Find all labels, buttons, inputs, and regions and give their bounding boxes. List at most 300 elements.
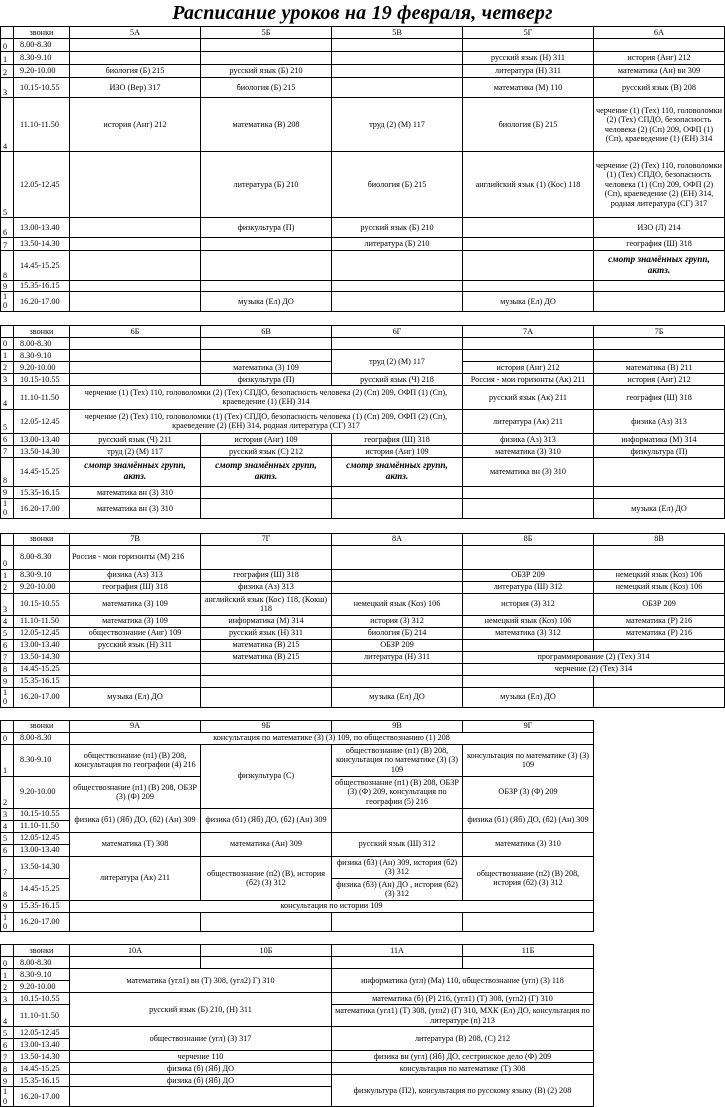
- bell-time: 11.10-11.50: [14, 98, 70, 152]
- lesson-number: 9: [1, 1075, 14, 1087]
- bell-time: 12.05-12.45: [14, 409, 70, 433]
- lesson-cell: обществознание (угл) (З) 317: [70, 1027, 332, 1051]
- lesson-cell: [463, 281, 594, 292]
- lesson-number: 2: [1, 65, 14, 78]
- schedule-table-9a-9g: [0, 720, 594, 933]
- bell-time: 15.35-16.15: [14, 281, 70, 292]
- bell-time: 8.00-8.30: [14, 732, 70, 744]
- lesson-cell: география (Ш) 318: [594, 238, 725, 251]
- header-class: 9В: [332, 720, 463, 732]
- lesson-cell: [332, 337, 463, 349]
- lesson-cell: консультация по математике (З) (3) 109: [463, 744, 594, 776]
- header-bells: звонки: [14, 27, 70, 39]
- lesson-number: 6: [1, 844, 14, 856]
- lesson-cell: русский язык (Ш) 312: [332, 832, 463, 856]
- lesson-cell: [332, 581, 463, 593]
- lesson-cell: физика (Аз) 313: [201, 581, 332, 593]
- lesson-cell: [70, 373, 201, 385]
- bell-time: 8.00-8.30: [14, 39, 70, 52]
- bell-time: 15.35-16.15: [14, 900, 70, 912]
- lesson-cell: физика (б3) (Ан) ДО , история (б2) (З) 312: [332, 878, 463, 900]
- lesson-cell: английский язык (Кос) 118, (Кокш) 118: [201, 593, 332, 615]
- lesson-cell: литература (Н) 311: [332, 651, 463, 663]
- lesson-cell: физика (б) (Яб) ДО: [70, 1063, 332, 1075]
- lesson-cell: физика вн (угл) (Яб) ДО, сестринское дело (Ф) 209: [332, 1051, 594, 1063]
- bell-time: 9.20-10.00: [14, 361, 70, 373]
- lesson-cell: [332, 52, 463, 65]
- header-class: 7В: [70, 533, 201, 545]
- lesson-cell: [594, 281, 725, 292]
- lesson-cell: [594, 337, 725, 349]
- bell-time: 15.35-16.15: [14, 675, 70, 687]
- lesson-cell: физика (Аз) 313: [594, 409, 725, 433]
- lesson-cell: [201, 349, 332, 361]
- lesson-cell: [594, 457, 725, 486]
- bell-time: 8.30-9.10: [14, 969, 70, 981]
- lesson-cell: смотр знамённых групп, актз.: [594, 251, 725, 281]
- lesson-number: 1: [1, 52, 14, 65]
- lesson-cell: [201, 912, 332, 932]
- lesson-number: 1: [1, 744, 14, 776]
- lesson-cell: физкультура (П): [201, 218, 332, 238]
- lesson-cell: физика (б1) (Яб) ДО, (б2) (Ан) 309: [463, 808, 594, 832]
- lesson-cell: биология (Б) 215: [463, 98, 594, 152]
- schedule-table-5a-6a: [0, 26, 725, 312]
- lesson-cell: история (З) 312: [332, 615, 463, 627]
- lesson-cell: [70, 675, 201, 687]
- lesson-cell: обществознание (п1) (В) 208, ОБЗР (3) (Ф) 209, консультация по географии (5) 216: [332, 776, 463, 808]
- lesson-cell: русский язык (Ак) 211: [463, 385, 594, 409]
- bell-time: 9.20-10.00: [14, 65, 70, 78]
- bell-time: 10.15-10.55: [14, 373, 70, 385]
- header-bells: звонки: [14, 720, 70, 732]
- header-blank: [1, 533, 14, 545]
- lesson-cell: [332, 545, 463, 569]
- lesson-cell: [201, 545, 332, 569]
- lesson-cell: ОБЗР 209: [332, 639, 463, 651]
- lesson-cell: [463, 486, 594, 498]
- lesson-cell: литература (Б) 210: [332, 238, 463, 251]
- lesson-cell: [201, 486, 332, 498]
- lesson-number: 6: [1, 1039, 14, 1051]
- lesson-cell: ИЗО (Л) 214: [594, 218, 725, 238]
- lesson-number: 8: [1, 1063, 14, 1075]
- lesson-cell: музыка (Ел) ДО: [201, 292, 332, 312]
- bell-time: 9.20-10.00: [14, 981, 70, 993]
- lesson-cell: история (Анг) 212: [594, 373, 725, 385]
- bell-time: 8.00-8.30: [14, 545, 70, 569]
- lesson-cell: литература (Ак) 211: [70, 856, 201, 900]
- lesson-cell: [463, 545, 594, 569]
- header-class: 11А: [332, 945, 463, 957]
- lesson-cell: математика (Ан) 309: [201, 832, 332, 856]
- lesson-cell: [463, 39, 594, 52]
- header-class: 10А: [70, 945, 201, 957]
- lesson-cell: [332, 675, 463, 687]
- lesson-number: 7: [1, 856, 14, 878]
- lesson-cell: [594, 675, 725, 687]
- lesson-cell: математика вн (З) 310: [463, 457, 594, 486]
- lesson-cell: смотр знамённых групп, актз.: [70, 457, 201, 486]
- lesson-cell: обществознание (п1) (В) 208, консультация по математике (З) (3) 109: [332, 744, 463, 776]
- lesson-cell: черчение 110: [70, 1051, 332, 1063]
- lesson-cell: [332, 498, 463, 518]
- lesson-cell: [332, 292, 463, 312]
- bell-time: 9.20-10.00: [14, 776, 70, 808]
- header-bells: звонки: [14, 945, 70, 957]
- lesson-number: 10: [1, 912, 14, 932]
- lesson-cell: [594, 39, 725, 52]
- lesson-cell: [70, 281, 201, 292]
- bell-time: 16.20-17.00: [14, 1087, 70, 1107]
- lesson-cell: русский язык (Н) 311: [70, 639, 201, 651]
- lesson-cell: математика (М) 110: [463, 78, 594, 98]
- lesson-number: 10: [1, 1087, 14, 1107]
- bell-time: 8.00-8.30: [14, 337, 70, 349]
- header-blank: [1, 325, 14, 337]
- lesson-cell: география (Ш) 318: [594, 385, 725, 409]
- lesson-number: 3: [1, 993, 14, 1005]
- lesson-number: 0: [1, 545, 14, 569]
- lesson-cell: русский язык (Н) 311: [463, 52, 594, 65]
- lesson-cell: [332, 39, 463, 52]
- bell-time: 10.15-10.55: [14, 993, 70, 1005]
- lesson-cell: ОБЗР 209: [463, 569, 594, 581]
- lesson-cell: литература (В) 208, (С) 212: [332, 1027, 594, 1051]
- header-class: 5Г: [463, 27, 594, 39]
- lesson-cell: [70, 39, 201, 52]
- lesson-cell: Россия - мои горизонты (Ак) 211: [463, 373, 594, 385]
- lesson-number: 4: [1, 820, 14, 832]
- lesson-number: 5: [1, 832, 14, 844]
- lesson-cell: [594, 687, 725, 707]
- lesson-cell: математика (З) 109: [70, 593, 201, 615]
- lesson-cell: Россия - мои горизонты (М) 216: [70, 545, 201, 569]
- lesson-cell: консультация по математике (З) (3) 109, по обществознанию (1) 208: [70, 732, 594, 744]
- lesson-cell: [332, 65, 463, 78]
- lesson-cell: биология (Б) 215: [70, 65, 201, 78]
- lesson-cell: черчение (1) (Тех) 110, головоломки (2) (Тех) СПДО, безопасность человека (2) (Сп) 209, ОФП (1) (Сп), краеведение (1) (ЕН) 314: [594, 98, 725, 152]
- lesson-cell: [201, 251, 332, 281]
- lesson-cell: география (Ш) 318: [201, 569, 332, 581]
- lesson-cell: [201, 957, 332, 969]
- lesson-number: 5: [1, 152, 14, 218]
- lesson-number: 4: [1, 98, 14, 152]
- lesson-cell: ОБЗР (3) (Ф) 209: [463, 776, 594, 808]
- lesson-cell: математика (З) 310: [463, 832, 594, 856]
- lesson-cell: физика (б1) (Яб) ДО, (б2) (Ан) 309: [70, 808, 201, 832]
- bell-time: 13.00-13.40: [14, 218, 70, 238]
- lesson-number: 2: [1, 981, 14, 993]
- header-class: 9Г: [463, 720, 594, 732]
- lesson-cell: математика (б) (Р) 216, (угл1) (Т) 308, (угл2) (Г) 310: [332, 993, 594, 1005]
- bell-time: 13.50-14.30: [14, 651, 70, 663]
- lesson-cell: русский язык (Б) 210: [201, 65, 332, 78]
- bell-time: 16.20-17.00: [14, 912, 70, 932]
- header-class: 8В: [594, 533, 725, 545]
- schedule-table-10a-11b: [0, 944, 594, 1107]
- lesson-cell: консультация по истории 109: [70, 900, 594, 912]
- bell-time: 11.10-11.50: [14, 1005, 70, 1027]
- lesson-cell: математика (В) 215: [201, 639, 332, 651]
- lesson-number: 9: [1, 675, 14, 687]
- lesson-cell: [70, 663, 201, 675]
- lesson-number: 10: [1, 687, 14, 707]
- lesson-number: 8: [1, 251, 14, 281]
- lesson-cell: [332, 281, 463, 292]
- lesson-cell: [463, 337, 594, 349]
- lesson-number: 2: [1, 361, 14, 373]
- lesson-cell: история (Анг) 212: [70, 98, 201, 152]
- lesson-cell: [201, 675, 332, 687]
- lesson-cell: русский язык (Б) 210, (Н) 311: [70, 993, 332, 1027]
- header-class: 6Б: [70, 325, 201, 337]
- lesson-cell: [463, 251, 594, 281]
- lesson-cell: [201, 39, 332, 52]
- bell-time: 14.45-15.25: [14, 457, 70, 486]
- lesson-cell: русский язык (Ч) 211: [70, 433, 201, 445]
- lesson-cell: [594, 292, 725, 312]
- lesson-cell: [70, 218, 201, 238]
- lesson-number: 10: [1, 292, 14, 312]
- lesson-cell: обществознание (п2) (В) 208, история (б2) (З) 312: [463, 856, 594, 900]
- bell-time: 10.15-10.55: [14, 808, 70, 820]
- lesson-cell: труд (2) (М) 117: [70, 445, 201, 457]
- lesson-cell: литература (Б) 210: [201, 152, 332, 218]
- lesson-cell: математика вн (З) 310: [70, 486, 201, 498]
- lesson-cell: [70, 152, 201, 218]
- lesson-cell: черчение (1) (Тех) 110, головоломки (2) (Тех) СПДО, безопасность человека (2) (Сп) 209, ОФП (1) (Сп), краеведение (1) (ЕН) 314: [70, 385, 463, 409]
- lesson-cell: литература (Ак) 211: [463, 409, 594, 433]
- lesson-cell: [201, 52, 332, 65]
- lesson-cell: смотр знамённых групп, актз.: [201, 457, 332, 486]
- lesson-cell: [463, 218, 594, 238]
- lesson-number: 6: [1, 433, 14, 445]
- lesson-number: 8: [1, 663, 14, 675]
- lesson-number: 3: [1, 78, 14, 98]
- bell-time: 12.05-12.45: [14, 832, 70, 844]
- bell-time: 12.05-12.45: [14, 152, 70, 218]
- lesson-cell: [332, 912, 463, 932]
- lesson-cell: музыка (Ел) ДО: [463, 292, 594, 312]
- lesson-cell: черчение (2) (Тех) 110, головоломки (1) (Тех) СПДО, безопасность человека (1) (Сп) 209, ОФП (2) (Сп), краеведение (2) (ЕН) 314, родная литература (СГ) 317: [70, 409, 463, 433]
- lesson-cell: консультация по математике (Т) 308: [332, 1063, 594, 1075]
- header-class: 7Б: [594, 325, 725, 337]
- lesson-number: 9: [1, 900, 14, 912]
- lesson-cell: [463, 349, 594, 361]
- lesson-cell: информатика (угл) (Ма) 110, обществознание (угл) (З) 118: [332, 969, 594, 993]
- lesson-cell: ОБЗР 209: [594, 593, 725, 615]
- lesson-cell: история (Анг) 109: [201, 433, 332, 445]
- bell-time: 13.00-13.40: [14, 433, 70, 445]
- bell-time: 9.20-10.00: [14, 581, 70, 593]
- lesson-cell: биология (Б) 215: [332, 152, 463, 218]
- lesson-cell: история (Анг) 212: [463, 361, 594, 373]
- lesson-cell: обществознание (п1) (В) 208, ОБЗР (3) (Ф) 209: [70, 776, 201, 808]
- lesson-number: 5: [1, 409, 14, 433]
- lesson-cell: программирование (2) (Тех) 314: [463, 651, 725, 663]
- bell-time: 14.45-15.25: [14, 878, 70, 900]
- bell-time: 11.10-11.50: [14, 615, 70, 627]
- lesson-cell: [594, 639, 725, 651]
- lesson-cell: физика (б) (Яб) ДО: [70, 1075, 332, 1087]
- lesson-number: 10: [1, 498, 14, 518]
- header-class: 9А: [70, 720, 201, 732]
- lesson-number: 5: [1, 1027, 14, 1039]
- bell-time: 8.30-9.10: [14, 52, 70, 65]
- header-class: 6Г: [332, 325, 463, 337]
- lesson-cell: литература (Н) 311: [463, 65, 594, 78]
- lesson-cell: [201, 238, 332, 251]
- lesson-number: 4: [1, 615, 14, 627]
- lesson-cell: физика (Аз) 313: [70, 569, 201, 581]
- lesson-cell: музыка (Ел) ДО: [594, 498, 725, 518]
- lesson-cell: информатика (М) 314: [201, 615, 332, 627]
- lesson-number: 7: [1, 445, 14, 457]
- lesson-cell: история (Анг) 109: [332, 445, 463, 457]
- header-class: 5А: [70, 27, 201, 39]
- header-class: 6В: [201, 325, 332, 337]
- lesson-number: 3: [1, 808, 14, 820]
- header-class: 7А: [463, 325, 594, 337]
- lesson-cell: биология (Б) 214: [332, 627, 463, 639]
- lesson-cell: русский язык (Б) 210: [332, 218, 463, 238]
- header-class: 5Б: [201, 27, 332, 39]
- lesson-cell: русский язык (В) 208: [594, 78, 725, 98]
- lesson-cell: русский язык (С) 212: [201, 445, 332, 457]
- bell-time: 13.50-14.30: [14, 1051, 70, 1063]
- lesson-cell: физкультура (П): [594, 445, 725, 457]
- lesson-number: 8: [1, 457, 14, 486]
- lesson-cell: [332, 569, 463, 581]
- lesson-cell: математика (угл1) вн (Т) 308, (угл2) Г) 310: [70, 969, 332, 993]
- bell-time: 16.20-17.00: [14, 687, 70, 707]
- lesson-cell: ИЗО (Вер) 317: [70, 78, 201, 98]
- lesson-cell: [332, 251, 463, 281]
- bell-time: 13.00-13.40: [14, 844, 70, 856]
- header-class: 8Б: [463, 533, 594, 545]
- lesson-cell: [70, 292, 201, 312]
- lesson-cell: математика (З) 109: [201, 361, 332, 373]
- bell-time: 16.20-17.00: [14, 292, 70, 312]
- lesson-number: 0: [1, 39, 14, 52]
- bell-time: 13.50-14.30: [14, 856, 70, 878]
- lesson-number: 1: [1, 969, 14, 981]
- lesson-number: 0: [1, 732, 14, 744]
- lesson-cell: география (Ш) 318: [70, 581, 201, 593]
- lesson-cell: [463, 498, 594, 518]
- bell-time: 10.15-10.55: [14, 593, 70, 615]
- lesson-cell: черчение (2) (Тех) 110, головоломки (1) (Тех) СПДО, безопасность человека (1) (Сп) 209, ОФП (2) (Сп), краеведение (2) (ЕН) 314, родная литература (СГ) 317: [594, 152, 725, 218]
- lesson-cell: математика вн (З) 310: [70, 498, 201, 518]
- lesson-cell: музыка (Ел) ДО: [332, 687, 463, 707]
- header-blank: [1, 27, 14, 39]
- header-class: 10Б: [201, 945, 332, 957]
- lesson-cell: [332, 808, 463, 832]
- lesson-cell: [201, 687, 332, 707]
- page-title: Расписание уроков на 19 февраля, четверг: [172, 2, 553, 24]
- bell-time: 13.50-14.30: [14, 238, 70, 251]
- lesson-number: 4: [1, 385, 14, 409]
- lesson-cell: [70, 337, 201, 349]
- lesson-cell: математика (З) 312: [463, 627, 594, 639]
- lesson-cell: математика (З) 310: [463, 445, 594, 457]
- lesson-cell: [463, 238, 594, 251]
- lesson-cell: [594, 349, 725, 361]
- lesson-cell: математика (Р) 216: [594, 627, 725, 639]
- bell-time: 11.10-11.50: [14, 385, 70, 409]
- lesson-cell: [70, 912, 201, 932]
- lesson-cell: [201, 281, 332, 292]
- lesson-cell: математика (Т) 308: [70, 832, 201, 856]
- schedule-table-7v-8v: [0, 533, 725, 708]
- lesson-number: 0: [1, 337, 14, 349]
- lesson-number: 4: [1, 1005, 14, 1027]
- bell-time: 14.45-15.25: [14, 663, 70, 675]
- lesson-cell: [332, 78, 463, 98]
- lesson-number: 7: [1, 238, 14, 251]
- lesson-cell: [594, 545, 725, 569]
- lesson-cell: математика (Ан) вн 309: [594, 65, 725, 78]
- lesson-cell: [463, 639, 594, 651]
- bell-time: 11.10-11.50: [14, 820, 70, 832]
- bell-time: 8.30-9.10: [14, 744, 70, 776]
- lesson-cell: [332, 957, 463, 969]
- lesson-number: 6: [1, 639, 14, 651]
- header-bells: звонки: [14, 533, 70, 545]
- lesson-number: 0: [1, 957, 14, 969]
- lesson-cell: [70, 1087, 332, 1107]
- lesson-cell: математика (В) 215: [201, 651, 332, 663]
- lesson-cell: обществознание (п1) (В) 208, консультация по географии (4) 216: [70, 744, 201, 776]
- bell-time: 14.45-15.25: [14, 251, 70, 281]
- lesson-number: 9: [1, 486, 14, 498]
- lesson-number: 7: [1, 651, 14, 663]
- header-class: 9Б: [201, 720, 332, 732]
- lesson-cell: обществознание (Анг) 109: [70, 627, 201, 639]
- lesson-cell: физика (б1) (Яб) ДО, (б2) (Ан) 309: [201, 808, 332, 832]
- lesson-number: 2: [1, 776, 14, 808]
- lesson-number: 6: [1, 218, 14, 238]
- lesson-cell: физика (б3) (Ан) 309, история (б2) (З) 312: [332, 856, 463, 878]
- bell-time: 13.50-14.30: [14, 445, 70, 457]
- bell-time: 10.15-10.55: [14, 78, 70, 98]
- lesson-cell: история (З) 312: [463, 593, 594, 615]
- lesson-cell: история (Анг) 212: [594, 52, 725, 65]
- lesson-cell: математика (Р) 216: [594, 615, 725, 627]
- lesson-cell: [201, 498, 332, 518]
- lesson-cell: музыка (Ел) ДО: [463, 687, 594, 707]
- lesson-cell: [463, 675, 594, 687]
- lesson-cell: немецкий язык (Коз) 106: [332, 593, 463, 615]
- bell-time: 16.20-17.00: [14, 498, 70, 518]
- bell-time: 13.00-13.40: [14, 1039, 70, 1051]
- bell-time: 12.05-12.45: [14, 1027, 70, 1039]
- lesson-number: 3: [1, 593, 14, 615]
- lesson-cell: [463, 912, 594, 932]
- lesson-cell: английский язык (1) (Кос) 118: [463, 152, 594, 218]
- lesson-cell: литература (Ш) 312: [463, 581, 594, 593]
- lesson-cell: [70, 238, 201, 251]
- header-bells: звонки: [14, 325, 70, 337]
- lesson-cell: информатика (М) 314: [594, 433, 725, 445]
- bell-time: 8.30-9.10: [14, 349, 70, 361]
- lesson-cell: немецкий язык (Коз) 106: [594, 569, 725, 581]
- lesson-cell: немецкий язык (Коз) 106: [463, 615, 594, 627]
- lesson-cell: математика (З) 109: [70, 615, 201, 627]
- header-class: 7Г: [201, 533, 332, 545]
- lesson-cell: биология (Б) 215: [201, 78, 332, 98]
